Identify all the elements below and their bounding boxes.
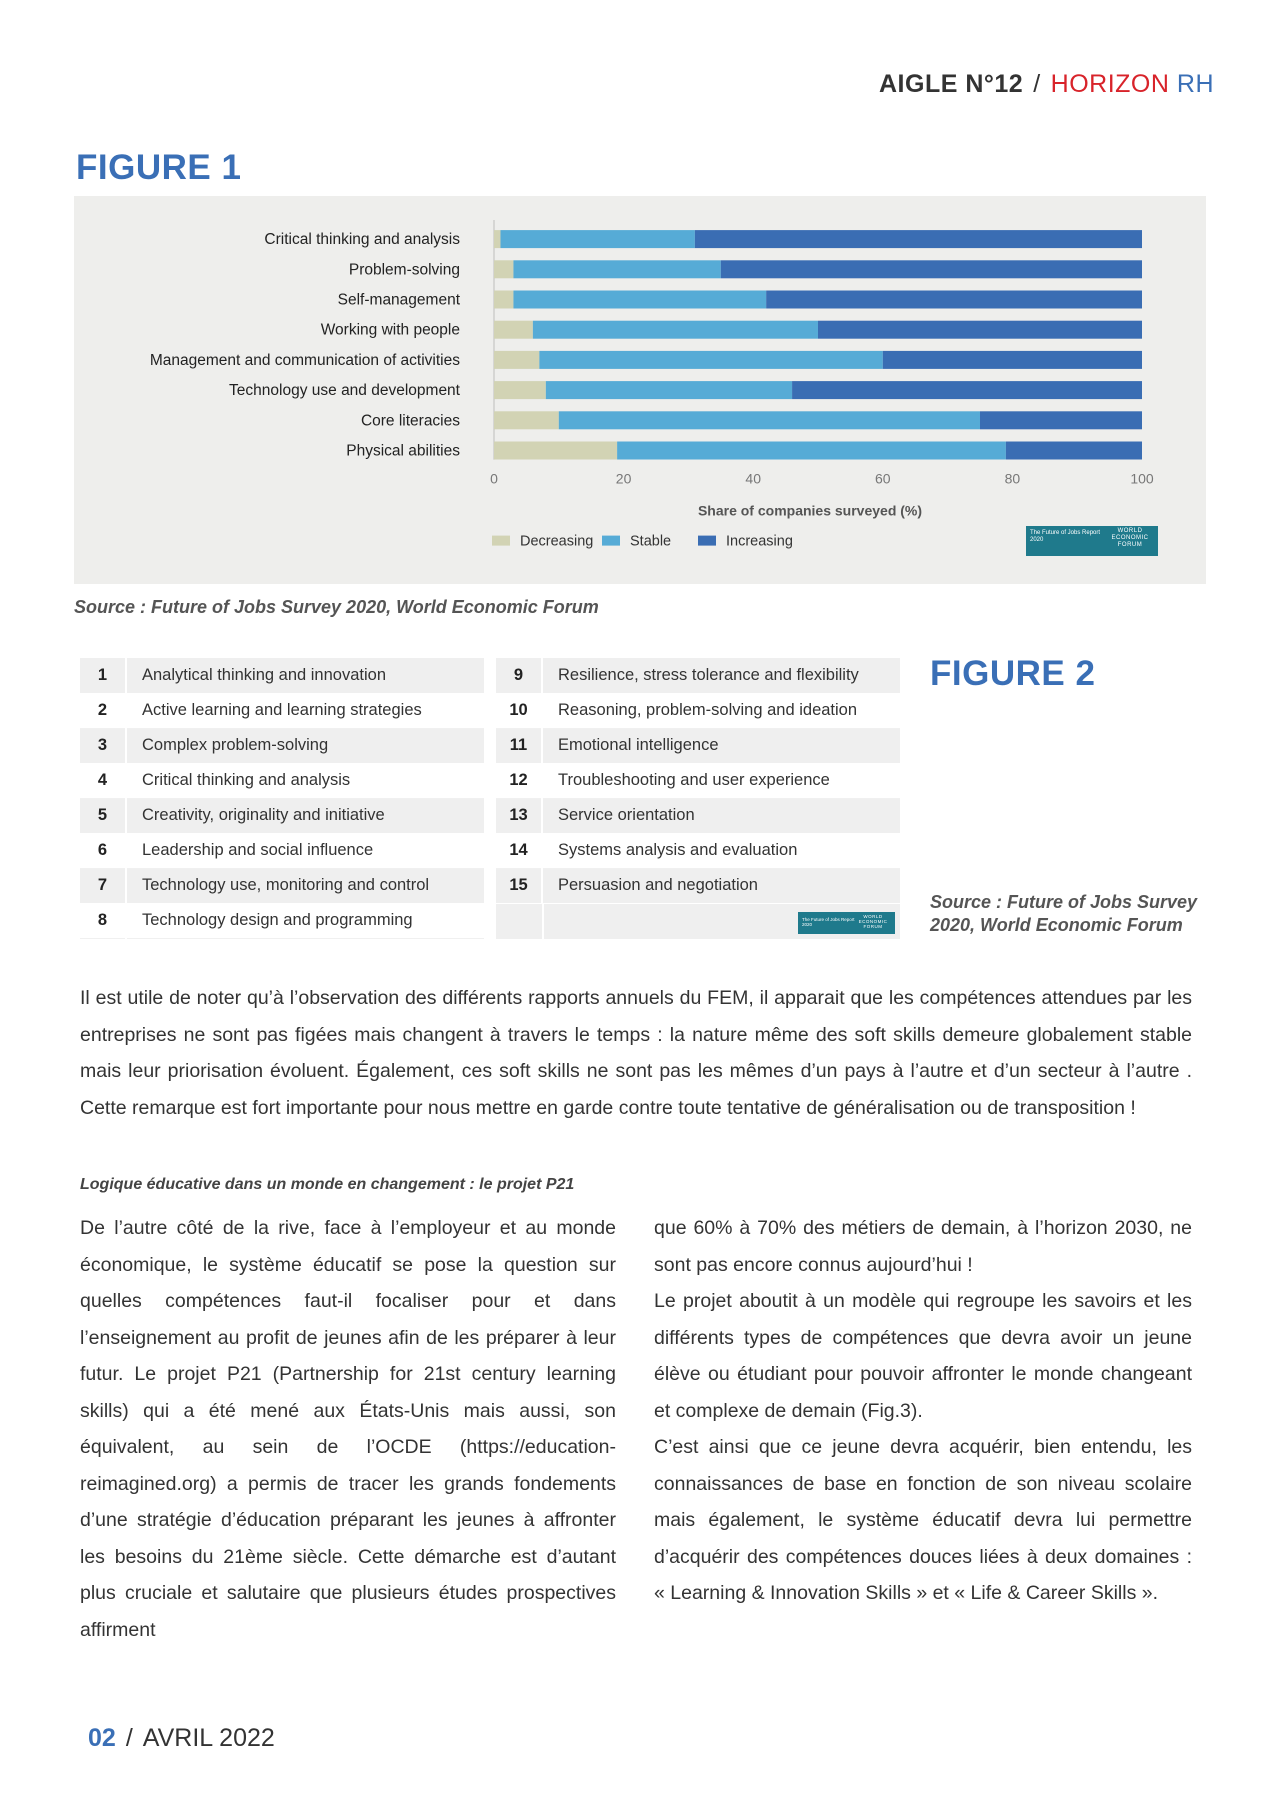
bar-segment bbox=[539, 351, 882, 369]
skill-label: Analytical thinking and innovation bbox=[126, 658, 484, 693]
figure-1-title: FIGURE 1 bbox=[76, 148, 242, 187]
section-name-rh: RH bbox=[1176, 70, 1214, 98]
figure-2-source-line-1: Source : Future of Jobs Survey bbox=[930, 892, 1198, 912]
table-row bbox=[496, 693, 900, 728]
header-separator: / bbox=[1033, 70, 1041, 98]
bar-segment bbox=[766, 291, 1142, 309]
figure-1-chart bbox=[74, 196, 1206, 584]
wef-logo-forum: WORLD ECONOMIC FORUM bbox=[1111, 528, 1149, 548]
wef-logo bbox=[1026, 526, 1158, 556]
skill-label: Leadership and social influence bbox=[126, 833, 484, 868]
bar-segment bbox=[494, 351, 539, 369]
x-tick-label: 80 bbox=[1004, 470, 1021, 487]
category-label: Physical abilities bbox=[346, 442, 460, 460]
skill-rank: 6 bbox=[80, 833, 126, 868]
column-right-text bbox=[654, 1210, 1192, 1612]
skill-label: Troubleshooting and user experience bbox=[542, 763, 900, 798]
bar-segment bbox=[617, 442, 1006, 460]
column-right-para-2: Le projet aboutit à un modèle qui regroupe les savoirs et les différents types de compétences que devra avoir un jeune élève ou étudiant pour pouvoir affronter le monde changeant et complexe de demain (Fig.3). bbox=[654, 1290, 1192, 1422]
bar-segment bbox=[513, 291, 766, 309]
x-tick-label: 100 bbox=[1130, 470, 1154, 487]
skill-rank: 3 bbox=[80, 728, 126, 763]
skill-rank: 7 bbox=[80, 868, 126, 903]
skill-label: Emotional intelligence bbox=[542, 728, 900, 763]
column-left-text: De l’autre côté de la rive, face à l’employeur et au monde économique, le système éducatif se pose la question sur quelles compétences faut-il focaliser pour et dans l’enseignement au profit de jeunes afin de les préparer à leur futur. Le projet P21 (Partnership for 21st century learning skills) qui a été mené aux États-Unis mais aussi, son équivalent, au sein de l’OCDE (https://education-reimagined.org) a permis de tracer les grands fondements d’une stratégie d’éducation préparant les jeunes à affronter les besoins du 21ème siècle. Cette démarche est d’autant plus cruciale et salutaire que plusieurs études prospectives affirment bbox=[80, 1217, 616, 1641]
skill-rank: 1 bbox=[80, 658, 126, 693]
table-row bbox=[80, 728, 484, 763]
bar-segment bbox=[546, 381, 792, 399]
table-row bbox=[80, 693, 484, 728]
figure-1-source: Source : Future of Jobs Survey 2020, World Economic Forum bbox=[74, 597, 599, 617]
bar-segment bbox=[1006, 442, 1142, 460]
column-right-para-3: C’est ainsi que ce jeune devra acquérir, bien entendu, les connaissances de base en fonction de son niveau scolaire mais également, le système éducatif devra lui permettre d’acquérir des compétences douces liées à deux domaines : « Learning & Innovation Skills » et « Life & Career Skills ». bbox=[654, 1436, 1192, 1604]
bar-segment bbox=[559, 411, 980, 429]
figure-2-source bbox=[930, 891, 1197, 937]
skill-label: Critical thinking and analysis bbox=[126, 763, 484, 798]
table-row bbox=[496, 833, 900, 868]
category-label: Management and communication of activities bbox=[149, 351, 460, 369]
skill-label: Persuasion and negotiation bbox=[542, 868, 900, 903]
skill-rank: 4 bbox=[80, 763, 126, 798]
wef-logo-small-report: The Future of Jobs Report 2020 bbox=[802, 917, 855, 927]
page-footer bbox=[88, 1724, 275, 1753]
x-tick-label: 60 bbox=[875, 470, 891, 487]
paragraph-intro: Il est utile de noter qu’à l’observation des différents rapports annuels du FEM, il apparait que les compétences attendues par les entreprises ne sont pas figées mais changent à travers le temps : la nature même des soft skills demeure globalement stable mais leur priorisation évoluent. Également, ces soft skills ne sont pas les mêmes d’un pays à l’autre et d’un secteur à l’autre . Cette remarque est fort importante pour nous mettre en garde contre toute tentative de généralisation ou de transposition ! bbox=[80, 987, 1192, 1119]
legend-label: Stable bbox=[630, 533, 672, 550]
skill-rank: 13 bbox=[496, 798, 542, 833]
legend-swatch bbox=[492, 536, 510, 546]
category-label: Working with people bbox=[320, 321, 460, 339]
skill-label: Technology design and programming bbox=[126, 903, 484, 938]
table-row bbox=[496, 763, 900, 798]
category-label: Problem-solving bbox=[348, 261, 460, 279]
section-name-horizon: HORIZON bbox=[1050, 70, 1170, 98]
bar-segment bbox=[792, 381, 1142, 399]
bar-segment bbox=[721, 260, 1142, 278]
bar-segment bbox=[494, 260, 513, 278]
page-number: 02 bbox=[88, 1724, 116, 1752]
bar-segment bbox=[695, 230, 1142, 248]
skill-rank: 15 bbox=[496, 868, 542, 903]
skills-table-left bbox=[80, 658, 484, 939]
table-row bbox=[496, 868, 900, 903]
skill-label: Technology use, monitoring and control bbox=[126, 868, 484, 903]
skill-rank: 2 bbox=[80, 693, 126, 728]
x-tick-label: 0 bbox=[490, 470, 498, 487]
x-axis-label: Share of companies surveyed (%) bbox=[697, 502, 923, 519]
skill-label: Reasoning, problem-solving and ideation bbox=[542, 693, 900, 728]
bar-segment bbox=[818, 321, 1142, 339]
table-row bbox=[80, 903, 484, 938]
column-right-para-1: que 60% à 70% des métiers de demain, à l’horizon 2030, ne sont pas encore connus aujourd’hui ! bbox=[654, 1217, 1192, 1276]
skill-rank: 9 bbox=[496, 658, 542, 693]
magazine-issue: AIGLE N°12 bbox=[879, 70, 1024, 98]
table-row bbox=[496, 728, 900, 763]
bar-segment bbox=[980, 411, 1142, 429]
skill-label: Systems analysis and evaluation bbox=[542, 833, 900, 868]
legend-label: Increasing bbox=[726, 533, 793, 550]
skill-label: Service orientation bbox=[542, 798, 900, 833]
skill-rank: 14 bbox=[496, 833, 542, 868]
legend-label: Decreasing bbox=[520, 533, 594, 550]
wef-logo-small bbox=[798, 912, 895, 934]
bar-segment bbox=[513, 260, 720, 278]
legend-swatch bbox=[602, 536, 620, 546]
category-label: Technology use and development bbox=[229, 382, 460, 400]
x-tick-label: 40 bbox=[745, 470, 761, 487]
figure-2-source-line-2: 2020, World Economic Forum bbox=[930, 915, 1183, 935]
legend-swatch bbox=[698, 536, 716, 546]
table-right-empty-row bbox=[496, 904, 900, 939]
table-row bbox=[80, 658, 484, 693]
skill-label: Resilience, stress tolerance and flexibility bbox=[542, 658, 900, 693]
skill-label: Active learning and learning strategies bbox=[126, 693, 484, 728]
issue-date: AVRIL 2022 bbox=[142, 1724, 275, 1752]
bar-segment bbox=[533, 321, 818, 339]
bar-segment bbox=[494, 291, 513, 309]
table-row bbox=[80, 833, 484, 868]
table-row bbox=[80, 763, 484, 798]
skills-table-right bbox=[496, 658, 900, 903]
table-column-divider bbox=[542, 904, 544, 939]
table-row bbox=[80, 868, 484, 903]
page-header bbox=[879, 70, 1214, 99]
skill-label: Creativity, originality and initiative bbox=[126, 798, 484, 833]
bar-segment bbox=[494, 411, 559, 429]
x-tick-label: 20 bbox=[615, 470, 632, 487]
category-label: Core literacies bbox=[360, 412, 460, 430]
wef-logo-small-forum: WORLD ECONOMIC FORUM bbox=[858, 914, 888, 929]
skill-rank: 5 bbox=[80, 798, 126, 833]
skill-rank: 12 bbox=[496, 763, 542, 798]
skill-rank: 8 bbox=[80, 903, 126, 938]
skill-rank: 11 bbox=[496, 728, 542, 763]
bar-segment bbox=[494, 230, 500, 248]
skill-label: Complex problem-solving bbox=[126, 728, 484, 763]
bar-segment bbox=[883, 351, 1142, 369]
figure-2-title: FIGURE 2 bbox=[930, 654, 1096, 693]
skill-rank: 10 bbox=[496, 693, 542, 728]
footer-separator: / bbox=[125, 1724, 133, 1752]
bar-segment bbox=[500, 230, 694, 248]
section-subtitle: Logique éducative dans un monde en changement : le projet P21 bbox=[80, 1176, 575, 1193]
bar-segment bbox=[494, 381, 546, 399]
category-label: Self-management bbox=[337, 291, 460, 309]
table-row bbox=[80, 798, 484, 833]
table-row bbox=[496, 658, 900, 693]
bar-segment bbox=[494, 442, 617, 460]
wef-logo-report: The Future of Jobs Report 2020 bbox=[1030, 530, 1101, 543]
table-row bbox=[496, 798, 900, 833]
category-label: Critical thinking and analysis bbox=[264, 231, 460, 249]
bar-segment bbox=[494, 321, 533, 339]
